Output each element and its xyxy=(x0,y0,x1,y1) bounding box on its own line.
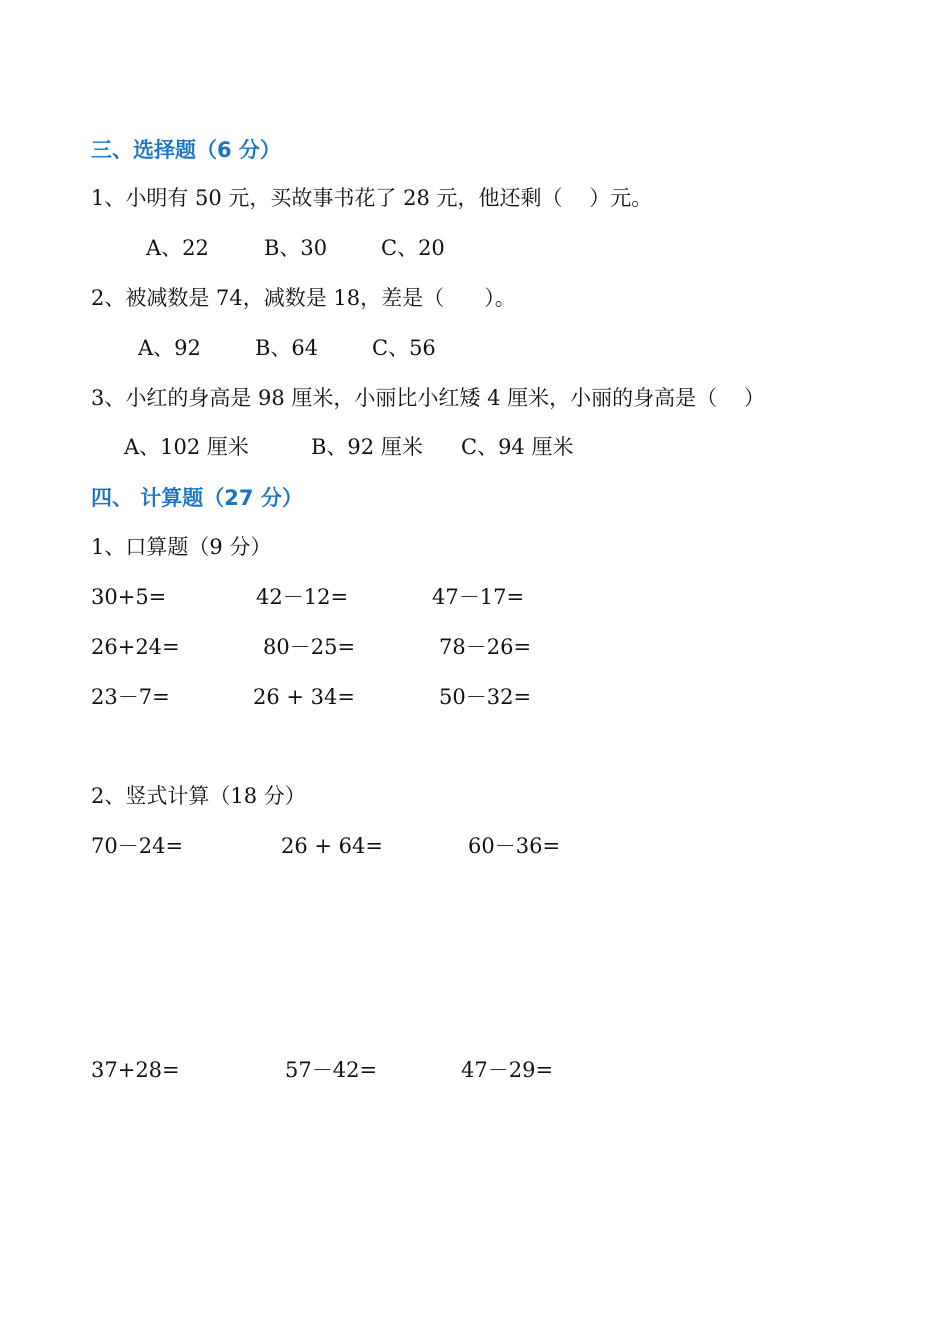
mental-math-item: 26 + 34= xyxy=(253,685,355,709)
mental-math-item: 50－32= xyxy=(439,685,532,709)
mental-math-item: 26+24= xyxy=(91,635,180,659)
mental-math-item: 30+5= xyxy=(91,585,167,609)
vertical-calc-item: 60－36= xyxy=(468,834,561,858)
q3-option-b: B、92 厘米 xyxy=(311,435,423,459)
mental-math-item: 42－12= xyxy=(256,585,349,609)
vertical-calc-item: 57－42= xyxy=(285,1058,378,1082)
q2-option-c: C、56 xyxy=(372,336,436,360)
question-2: 2、被减数是 74，减数是 18，差是（ ）。 xyxy=(91,286,516,310)
mental-math-item: 47－17= xyxy=(432,585,525,609)
mental-math-title: 1、口算题（9 分） xyxy=(91,535,272,559)
vertical-calc-item: 70－24= xyxy=(91,834,184,858)
q1-option-b: B、30 xyxy=(264,236,328,260)
mental-math-item: 80－25= xyxy=(263,635,356,659)
section3-heading: 三、选择题（6 分） xyxy=(91,138,281,162)
mental-math-item: 78－26= xyxy=(439,635,532,659)
vertical-calc-item: 37+28= xyxy=(91,1058,180,1082)
question-1: 1、小明有 50 元，买故事书花了 28 元，他还剩（ ）元。 xyxy=(91,186,653,210)
q3-option-a: A、102 厘米 xyxy=(124,435,249,459)
vertical-calc-item: 26 + 64= xyxy=(281,834,383,858)
section4-heading: 四、 计算题（27 分） xyxy=(91,486,303,510)
q1-option-a: A、22 xyxy=(146,236,209,260)
question-3: 3、小红的身高是 98 厘米，小丽比小红矮 4 厘米，小丽的身高是（ ） xyxy=(91,386,765,410)
q1-option-c: C、20 xyxy=(381,236,445,260)
q3-option-c: C、94 厘米 xyxy=(461,435,574,459)
q2-option-b: B、64 xyxy=(255,336,319,360)
mental-math-item: 23－7= xyxy=(91,685,170,709)
vertical-calc-item: 47－29= xyxy=(461,1058,554,1082)
q2-option-a: A、92 xyxy=(138,336,201,360)
vertical-calc-title: 2、竖式计算（18 分） xyxy=(91,784,306,808)
